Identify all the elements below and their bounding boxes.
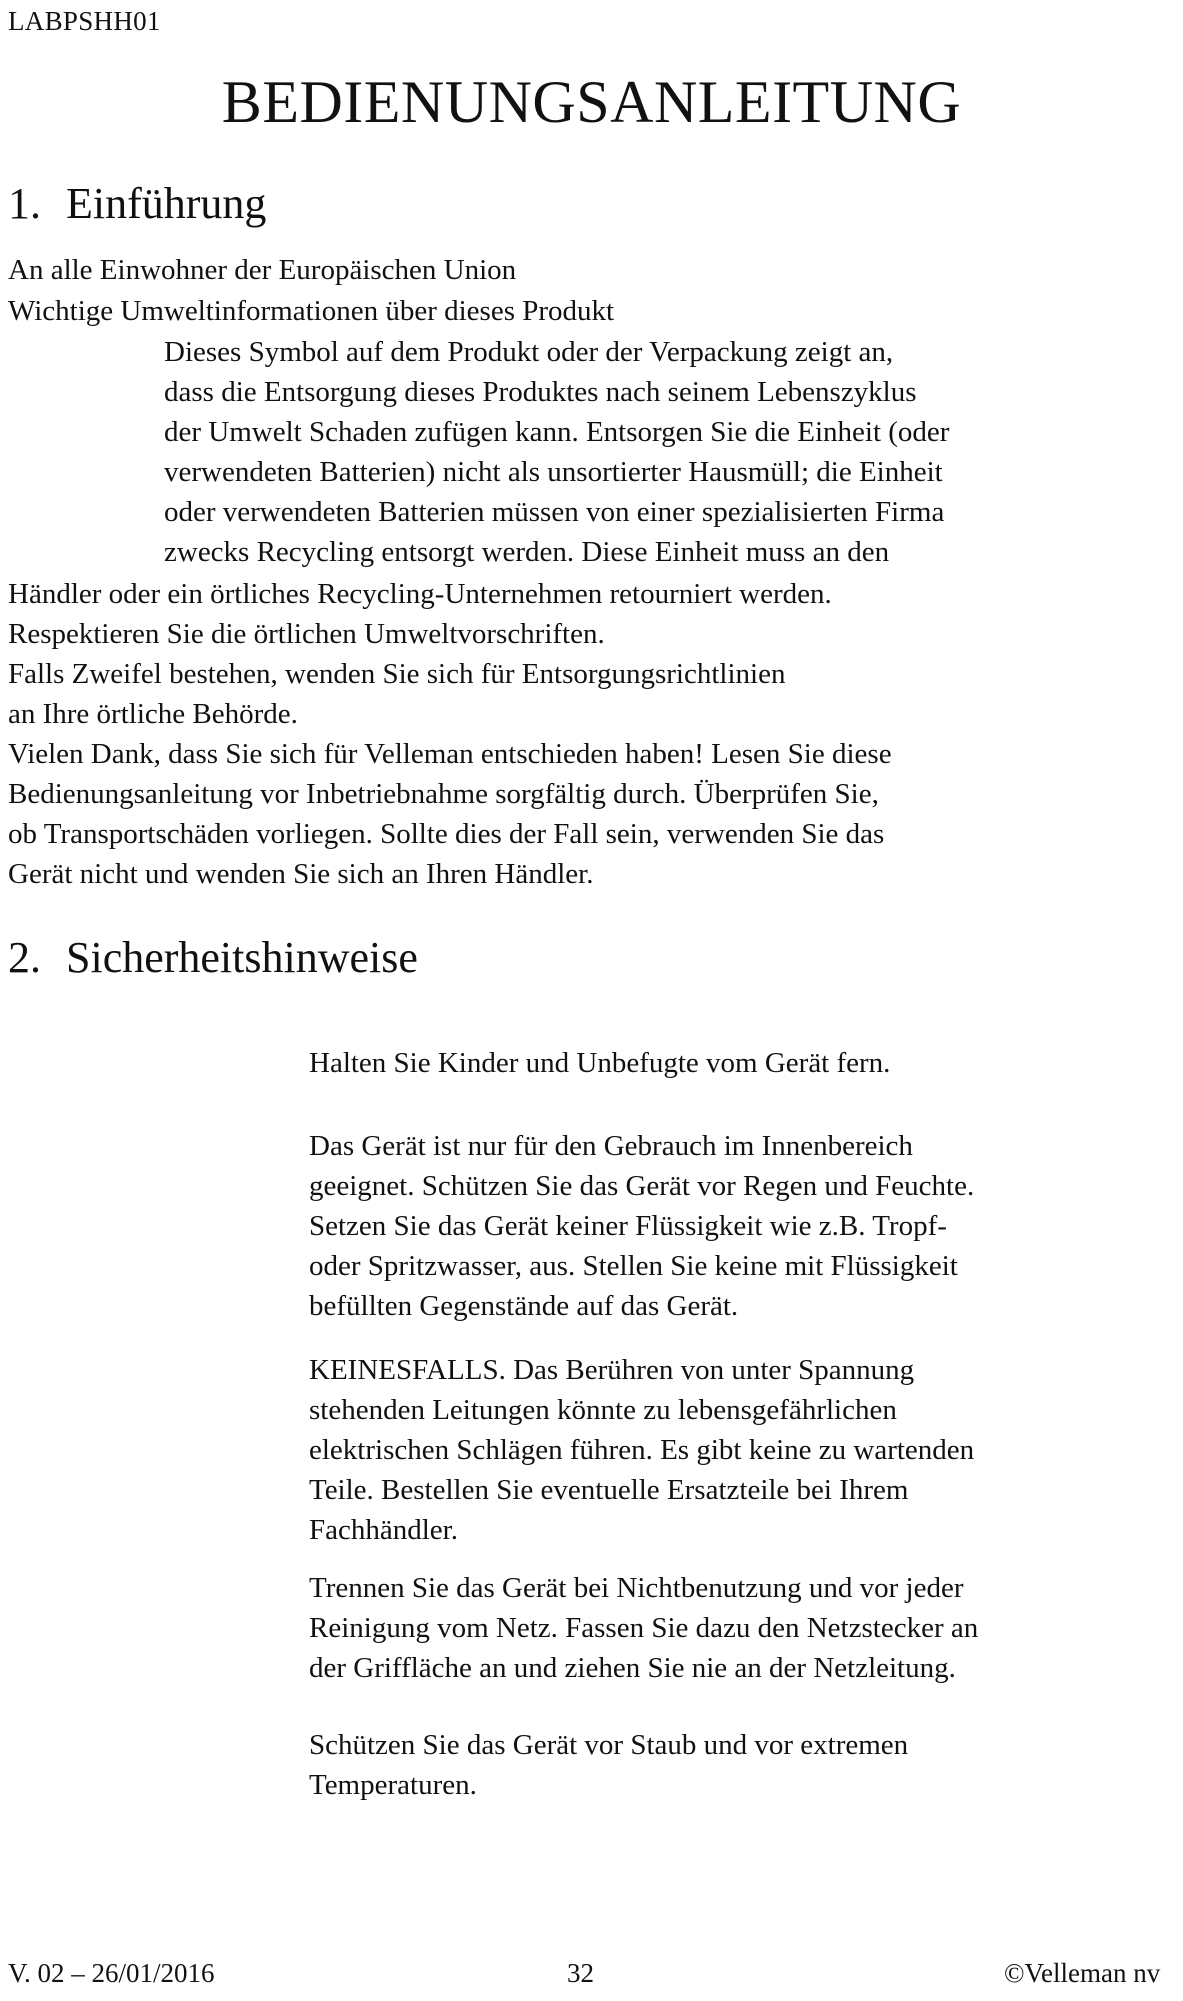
warning-line: stehenden Leitungen könnte zu lebensgefährlichen — [309, 1394, 897, 1426]
warning-line: geeignet. Schützen Sie das Gerät vor Regen und Feuchte. — [309, 1170, 975, 1202]
section-2-heading — [8, 932, 418, 983]
safety-warning-5 — [309, 1725, 908, 1805]
safety-warning-4 — [309, 1568, 978, 1688]
warning-line: elektrischen Schlägen führen. Es gibt keine zu wartenden — [309, 1434, 975, 1466]
product-code: LABPSHH01 — [8, 6, 161, 36]
section-1-number: 1. — [8, 179, 41, 228]
warning-line: Setzen Sie das Gerät keiner Flüssigkeit wie z.B. Tropf- — [309, 1210, 947, 1242]
warning-line: Trennen Sie das Gerät bei Nichtbenutzung und vor jeder — [309, 1572, 964, 1604]
body-line: an Ihre örtliche Behörde. — [8, 698, 298, 730]
disposal-line: Dieses Symbol auf dem Produkt oder der Verpackung zeigt an, — [164, 336, 894, 368]
section-2-number: 2. — [8, 933, 41, 982]
warning-line: befüllten Gegenstände auf das Gerät. — [309, 1290, 739, 1322]
section-1-heading — [8, 178, 266, 229]
disposal-line: dass die Entsorgung dieses Produktes nach seinem Lebenszyklus — [164, 376, 917, 408]
section-1-title: Einführung — [66, 179, 267, 228]
footer-copyright: ©Velleman nv — [1004, 1958, 1161, 1988]
footer-page-number: 32 — [567, 1958, 594, 1988]
safety-warning-1 — [309, 1043, 890, 1083]
section-2-title: Sicherheitshinweise — [66, 933, 418, 982]
disposal-notice-indented — [164, 332, 949, 572]
warning-line: Temperaturen. — [309, 1769, 477, 1801]
safety-warning-3 — [309, 1350, 974, 1550]
warning-line: Teile. Bestellen Sie eventuelle Ersatzteile bei Ihrem — [309, 1474, 909, 1506]
warning-line: Fachhändler. — [309, 1514, 458, 1546]
disposal-line: der Umwelt Schaden zufügen kann. Entsorgen Sie die Einheit (oder — [164, 416, 950, 448]
warning-line: KEINESFALLS. Das Berühren von unter Spannung — [309, 1354, 915, 1386]
intro-line-1: An alle Einwohner der Europäischen Union — [8, 254, 517, 286]
body-line: Falls Zweifel bestehen, wenden Sie sich für Entsorgungsrichtlinien — [8, 658, 786, 690]
safety-warning-2 — [309, 1126, 974, 1326]
body-line: Bedienungsanleitung vor Inbetriebnahme sorgfältig durch. Überprüfen Sie, — [8, 778, 879, 810]
intro-line-2: Wichtige Umweltinformationen über dieses Produkt — [8, 295, 615, 327]
warning-line: Das Gerät ist nur für den Gebrauch im Innenbereich — [309, 1130, 913, 1162]
warning-line: Reinigung vom Netz. Fassen Sie dazu den Netzstecker an — [309, 1612, 979, 1644]
body-line: Gerät nicht und wenden Sie sich an Ihren Händler. — [8, 858, 594, 890]
footer-version: V. 02 – 26/01/2016 — [8, 1958, 215, 1988]
disposal-line: verwendeten Batterien) nicht als unsortierter Hausmüll; die Einheit — [164, 456, 943, 488]
body-line: Respektieren Sie die örtlichen Umweltvorschriften. — [8, 618, 605, 650]
warning-line: Schützen Sie das Gerät vor Staub und vor extremen — [309, 1729, 909, 1761]
body-line: Vielen Dank, dass Sie sich für Velleman entschieden haben! Lesen Sie diese — [8, 738, 892, 770]
warning-line: der Griffläche an und ziehen Sie nie an der Netzleitung. — [309, 1652, 956, 1684]
body-line: Händler oder ein örtliches Recycling-Unternehmen retourniert werden. — [8, 578, 832, 610]
disposal-line: zwecks Recycling entsorgt werden. Diese Einheit muss an den — [164, 536, 890, 568]
introduction-body — [8, 574, 892, 894]
disposal-line: oder verwendeten Batterien müssen von einer spezialisierten Firma — [164, 496, 945, 528]
body-line: ob Transportschäden vorliegen. Sollte dies der Fall sein, verwenden Sie das — [8, 818, 885, 850]
warning-line: Halten Sie Kinder und Unbefugte vom Gerät fern. — [309, 1047, 891, 1079]
page-title: BEDIENUNGSANLEITUNG — [221, 69, 962, 135]
warning-line: oder Spritzwasser, aus. Stellen Sie keine mit Flüssigkeit — [309, 1250, 958, 1282]
